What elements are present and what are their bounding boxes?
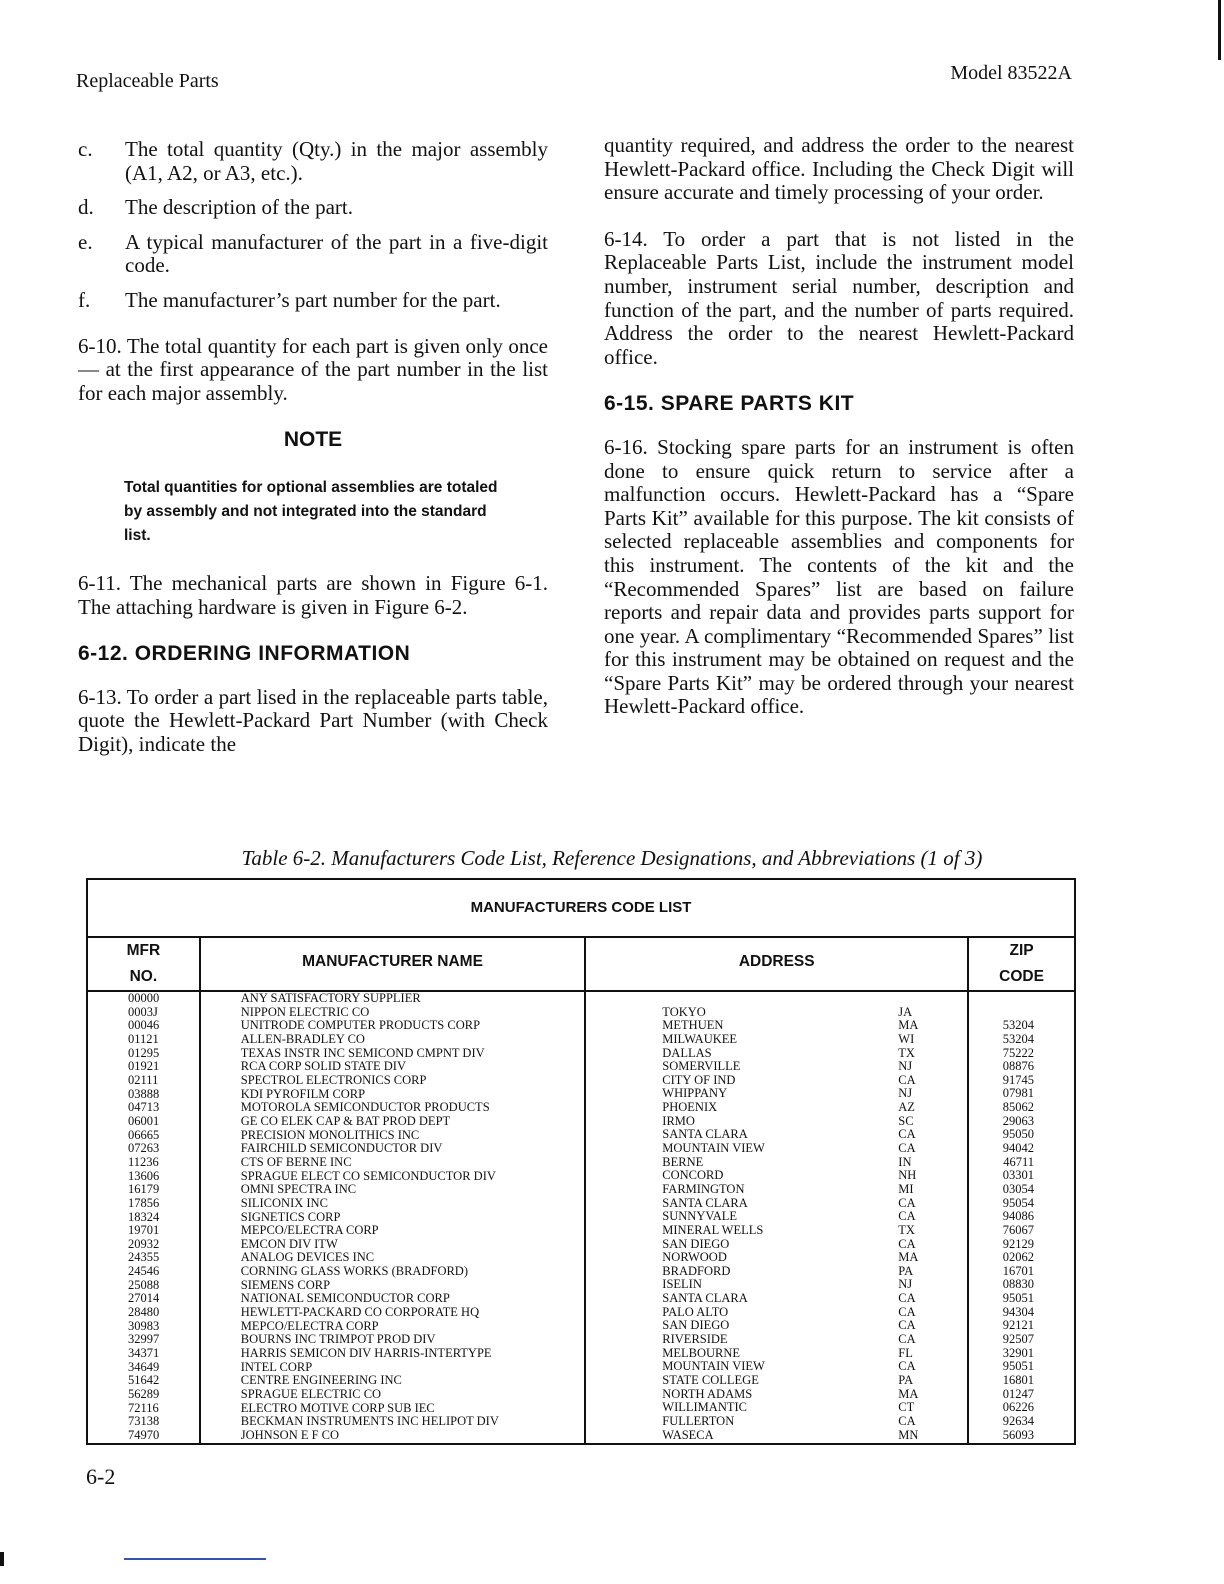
- address-state: IN: [898, 1154, 912, 1169]
- address-city: MELBOURNE: [662, 1345, 741, 1360]
- zip-code: 56093: [1002, 1427, 1034, 1442]
- manufacturer-name: CTS OF BERNE INC: [240, 1154, 352, 1169]
- list-item-label: e.: [78, 229, 93, 254]
- address-city: PALO ALTO: [662, 1304, 729, 1319]
- mfr-number: 01121: [128, 1031, 159, 1046]
- manufacturer-name: ANALOG DEVICES INC: [240, 1250, 375, 1265]
- zip-code: 92507: [1002, 1332, 1034, 1347]
- zip-code: [969, 992, 1034, 1006]
- address-city: NORWOOD: [662, 1250, 727, 1265]
- zip-code: 75222: [1002, 1045, 1034, 1060]
- paragraph-continued: quantity required, and address the order to the nearest Hewlett-Packard office. Including the Check Digit will ensure accurate and timely processing of your order.: [604, 133, 1074, 205]
- zip-code: 53204: [1002, 1018, 1034, 1033]
- address-city: BRADFORD: [662, 1263, 731, 1278]
- zip-code: 29063: [1002, 1113, 1034, 1128]
- mfr-number: 01921: [128, 1059, 160, 1074]
- mfr-number: 25088: [128, 1277, 160, 1292]
- section-heading-spare-parts: 6-15. SPARE PARTS KIT: [604, 392, 855, 416]
- address-city: MOUNTAIN VIEW: [662, 1359, 765, 1374]
- zip-code: 08876: [1002, 1059, 1034, 1074]
- mfr-number: 06665: [128, 1127, 160, 1142]
- address-city: FULLERTON: [662, 1413, 735, 1428]
- list-item-label: d.: [78, 195, 94, 220]
- paragraph-6-16: 6-16. Stocking spare parts for an instrument is often done to ensure quick return to service after a malfunction occurs. Hewlett-Packard has a “Spare Parts Kit” available for this purpose. The kit consists of selected replaceable assemblies and components for this instrument. The contents of the kit and the “Recommended Spares” list are based on failure reports and repair data and provides parts support for one year. A complimentary “Recommended Spares” list for this instrument may be obtained on request and the “Spare Parts Kit” may be ordered through your nearest Hewlett-Packard office.: [604, 434, 1074, 719]
- manufacturer-name: FAIRCHILD SEMICONDUCTOR DIV: [240, 1141, 443, 1156]
- page-edge-mark-bottom: [0, 1552, 4, 1566]
- address-line: [662, 1429, 967, 1443]
- address-line: [662, 1074, 967, 1088]
- manufacturer-name: NATIONAL SEMICONDUCTOR CORP: [240, 1291, 450, 1306]
- manufacturer-name: SILICONIX INC: [240, 1195, 328, 1210]
- address-city: DALLAS: [662, 1045, 712, 1060]
- address-city: RIVERSIDE: [662, 1332, 728, 1347]
- zip-code: [969, 1006, 1034, 1020]
- address-state: CA: [898, 1236, 916, 1251]
- column-header-zip-line2: CODE: [999, 968, 1044, 985]
- manufacturers-code-table: [86, 878, 1076, 1445]
- address-city: SAN DIEGO: [662, 1318, 730, 1333]
- list-item-label: f.: [78, 287, 91, 312]
- zip-code: 95051: [1002, 1291, 1034, 1306]
- zip-code: 16701: [1002, 1263, 1034, 1278]
- zip-code: 94304: [1002, 1304, 1034, 1319]
- address-city: TOKYO: [662, 1004, 706, 1019]
- bottom-rule: [124, 1558, 266, 1560]
- zip-code: 95054: [1002, 1195, 1034, 1210]
- mfr-number: 00046: [128, 1018, 160, 1033]
- mfr-number: 0003J: [128, 1004, 158, 1019]
- address-line: [662, 1142, 967, 1156]
- address-line: [662, 1319, 967, 1333]
- mfr-number: 51642: [128, 1373, 160, 1388]
- address-state: CA: [898, 1304, 916, 1319]
- mfr-number: 34649: [128, 1359, 160, 1374]
- zip-code: 92121: [1002, 1318, 1034, 1333]
- list-item-text: The description of the part.: [125, 195, 354, 220]
- address-city: WHIPPANY: [662, 1086, 728, 1101]
- zip-code: 07981: [1002, 1086, 1034, 1101]
- address-city: CONCORD: [662, 1168, 724, 1183]
- mfr-number: 13606: [128, 1168, 160, 1183]
- zip-code: 01247: [1002, 1386, 1034, 1401]
- manufacturer-name: EMCON DIV ITW: [240, 1236, 338, 1251]
- mfr-number-column: [87, 991, 200, 1444]
- mfr-number: 19701: [128, 1223, 160, 1238]
- manufacturer-name: TEXAS INSTR INC SEMICOND CMPNT DIV: [240, 1045, 485, 1060]
- address-state: CA: [898, 1127, 916, 1142]
- manufacturer-name: INTEL CORP: [240, 1359, 313, 1374]
- address-line: [662, 992, 967, 1006]
- address-city: BERNE: [662, 1154, 704, 1169]
- mfr-number: 07263: [128, 1141, 160, 1156]
- parts-list-description: [78, 138, 548, 313]
- note-title: NOTE: [283, 428, 343, 452]
- address-state: PA: [898, 1263, 914, 1278]
- column-header-address: ADDRESS: [585, 937, 968, 991]
- address-line: [662, 1115, 967, 1129]
- address-city: PHOENIX: [662, 1100, 718, 1115]
- list-item-text: The manufacturer’s part number for the part.: [125, 287, 501, 312]
- zip-code: 92129: [1002, 1236, 1034, 1251]
- address-state: NJ: [898, 1277, 913, 1292]
- mfr-number: 30983: [128, 1318, 160, 1333]
- address-line: [662, 1087, 967, 1101]
- mfr-number: 03888: [128, 1086, 160, 1101]
- address-state: MA: [898, 1018, 919, 1033]
- manufacturer-name: PRECISION MONOLITHICS INC: [240, 1127, 420, 1142]
- manufacturer-name: MEPCO/ELECTRA CORP: [240, 1318, 379, 1333]
- address-line: [662, 1197, 967, 1211]
- column-header-zip: [968, 937, 1075, 991]
- address-state: PA: [898, 1372, 914, 1387]
- list-item: [78, 138, 548, 185]
- column-header-mfr-line1: MFR: [126, 942, 161, 959]
- zip-code: 95050: [1002, 1127, 1034, 1142]
- list-item-text: The total quantity (Qty.) in the major assembly (A1, A2, or A3, etc.).: [125, 137, 548, 185]
- manufacturer-name: SPECTROL ELECTRONICS CORP: [240, 1072, 427, 1087]
- paragraph-6-11: 6-11. The mechanical parts are shown in Figure 6-1. The attaching hardware is given in Figure 6-2.: [78, 570, 548, 619]
- manufacturer-name: GE CO ELEK CAP & BAT PROD DEPT: [240, 1113, 451, 1128]
- zip-code: 03054: [1002, 1181, 1034, 1196]
- address-city: FARMINGTON: [662, 1181, 745, 1196]
- mfr-number: 34371: [128, 1346, 160, 1361]
- column-header-name: MANUFACTURER NAME: [200, 937, 586, 991]
- address-state: MN: [898, 1427, 919, 1442]
- address-line: [662, 1374, 967, 1388]
- address-line: [662, 1238, 967, 1252]
- page-number: 6-2: [86, 1464, 116, 1489]
- address-state: CA: [898, 1141, 916, 1156]
- address-city: SANTA CLARA: [662, 1127, 748, 1142]
- manufacturer-name: ELECTRO MOTIVE CORP SUB IEC: [240, 1400, 435, 1415]
- zip-code: 91745: [1002, 1072, 1034, 1087]
- address-line: [662, 1033, 967, 1047]
- manufacturer-name: SIGNETICS CORP: [240, 1209, 341, 1224]
- column-header-mfr-line2: NO.: [129, 968, 158, 985]
- address-city: WASECA: [662, 1427, 714, 1442]
- address-state: CA: [898, 1318, 916, 1333]
- mfr-number: 72116: [128, 1400, 159, 1415]
- address-state: CA: [898, 1072, 916, 1087]
- address-city: ISELIN: [662, 1277, 702, 1292]
- manufacturer-name: UNITRODE COMPUTER PRODUCTS CORP: [240, 1018, 481, 1033]
- zip-code: 95051: [1002, 1359, 1034, 1374]
- address-line: [662, 1224, 967, 1238]
- mfr-number: 24355: [128, 1250, 160, 1265]
- address-line: [662, 1006, 967, 1020]
- address-line: [662, 1128, 967, 1142]
- manufacturer-name: MEPCO/ELECTRA CORP: [240, 1223, 379, 1238]
- right-column: [604, 134, 1074, 742]
- address-city: MOUNTAIN VIEW: [662, 1141, 765, 1156]
- manufacturer-name-column: [200, 991, 586, 1444]
- zip-code: 02062: [1002, 1250, 1034, 1265]
- address-line: [662, 1183, 967, 1197]
- note-body: Total quantities for optional assemblies are totaled by assembly and not integrated into the standard list.: [124, 478, 498, 544]
- list-item: [78, 289, 548, 313]
- address-line: [662, 1415, 967, 1429]
- list-item-text: A typical manufacturer of the part in a five-digit code.: [125, 229, 548, 278]
- mfr-number: 02111: [128, 1072, 159, 1087]
- paragraph-6-14: 6-14. To order a part that is not listed in the Replaceable Parts List, include the instrument model number, instrument serial number, description and function of the part, and the number of parts required. Address the order to the nearest Hewlett-Packard office.: [604, 226, 1074, 369]
- address-city: METHUEN: [662, 1018, 724, 1033]
- running-header-right: Model 83522A: [950, 62, 1072, 84]
- table-title: MANUFACTURERS CODE LIST: [87, 879, 1075, 937]
- zip-code: 92634: [1002, 1413, 1034, 1428]
- address-line: [662, 1047, 967, 1061]
- paragraph-6-13: 6-13. To order a part lised in the replaceable parts table, quote the Hewlett-Packard Part Number (with Check Digit), indicate the: [78, 684, 548, 756]
- zip-code: 08830: [1002, 1277, 1034, 1292]
- mfr-number: 27014: [128, 1291, 160, 1306]
- left-column: [78, 138, 548, 780]
- manufacturer-name: SPRAGUE ELECTRIC CO: [240, 1387, 382, 1402]
- address-state: CA: [898, 1332, 916, 1347]
- address-line: [662, 1210, 967, 1224]
- manufacturer-name: SPRAGUE ELECT CO SEMICONDUCTOR DIV: [240, 1168, 496, 1183]
- zip-code: 16801: [1002, 1372, 1034, 1387]
- address-state: CA: [898, 1359, 916, 1374]
- address-line: [662, 1265, 967, 1279]
- manufacturer-name: KDI PYROFILM CORP: [240, 1086, 366, 1101]
- zip-code: 46711: [1003, 1154, 1034, 1169]
- zip-code: 53204: [1002, 1031, 1034, 1046]
- address-city: MILWAUKEE: [662, 1031, 738, 1046]
- mfr-number: 11236: [128, 1154, 159, 1169]
- column-header-zip-line1: ZIP: [1009, 942, 1034, 959]
- mfr-number: 06001: [128, 1113, 160, 1128]
- address-line: [662, 1019, 967, 1033]
- page-edge-mark: [1218, 0, 1221, 60]
- mfr-number: 16179: [128, 1182, 160, 1197]
- manufacturer-name: BECKMAN INSTRUMENTS INC HELIPOT DIV: [240, 1414, 499, 1429]
- address-city: SAN DIEGO: [662, 1236, 730, 1251]
- table-caption: Table 6-2. Manufacturers Code List, Reference Designations, and Abbreviations (1 of 3): [241, 846, 983, 870]
- paragraph-6-10: 6-10. The total quantity for each part is given only once — at the first appearance of the part number in the list for each major assembly.: [78, 333, 548, 405]
- zip-code: 06226: [1002, 1400, 1034, 1415]
- address-line: [662, 1347, 967, 1361]
- address-line: [662, 1333, 967, 1347]
- zip-code: 94042: [1002, 1141, 1034, 1156]
- address-city: SUNNYVALE: [662, 1209, 738, 1224]
- address-column: [585, 991, 968, 1444]
- mfr-number: 00000: [128, 991, 160, 1005]
- address-state: CA: [898, 1291, 916, 1306]
- address-line: [662, 1292, 967, 1306]
- address-line: [662, 1251, 967, 1265]
- address-city: NORTH ADAMS: [662, 1386, 753, 1401]
- address-state: JA: [898, 1004, 913, 1019]
- manufacturer-name: MOTOROLA SEMICONDUCTOR PRODUCTS: [240, 1100, 490, 1115]
- mfr-number: 74970: [128, 1428, 160, 1442]
- zip-code: 94086: [1002, 1209, 1034, 1224]
- column-header-mfr: [87, 937, 200, 991]
- section-heading-ordering: 6-12. ORDERING INFORMATION: [78, 642, 411, 666]
- mfr-number: 28480: [128, 1305, 160, 1320]
- address-state: CA: [898, 1195, 916, 1210]
- address-state: NJ: [898, 1086, 913, 1101]
- manufacturer-name: JOHNSON E F CO: [240, 1428, 340, 1442]
- manufacturer-name: ANY SATISFACTORY SUPPLIER: [240, 991, 421, 1005]
- zip-code-column: [968, 991, 1075, 1444]
- list-item: [78, 231, 548, 278]
- mfr-number: 18324: [128, 1209, 160, 1224]
- address-line: [662, 1278, 967, 1292]
- address-state: SC: [898, 1113, 914, 1128]
- manufacturer-name: OMNI SPECTRA INC: [240, 1182, 357, 1197]
- address-state: MA: [898, 1386, 919, 1401]
- manufacturer-name: CENTRE ENGINEERING INC: [240, 1373, 402, 1388]
- address-city: SOMERVILLE: [662, 1059, 741, 1074]
- address-city: IRMO: [662, 1113, 695, 1128]
- manufacturer-name: HEWLETT-PACKARD CO CORPORATE HQ: [240, 1305, 480, 1320]
- address-line: [662, 1360, 967, 1374]
- manufacturer-name: BOURNS INC TRIMPOT PROD DIV: [240, 1332, 436, 1347]
- zip-code: 32901: [1002, 1345, 1034, 1360]
- manufacturer-name: HARRIS SEMICON DIV HARRIS-INTERTYPE: [240, 1346, 492, 1361]
- mfr-number: 01295: [128, 1045, 160, 1060]
- address-line: [662, 1401, 967, 1415]
- address-city: WILLIMANTIC: [662, 1400, 747, 1415]
- address-state: CA: [898, 1209, 916, 1224]
- address-state: NH: [898, 1168, 917, 1183]
- address-state: NJ: [898, 1059, 913, 1074]
- address-state: CT: [898, 1400, 915, 1415]
- address-line: [662, 1101, 967, 1115]
- address-line: [662, 1060, 967, 1074]
- manufacturer-name: NIPPON ELECTRIC CO: [240, 1004, 370, 1019]
- address-city: MINERAL WELLS: [662, 1222, 764, 1237]
- address-state: CA: [898, 1413, 916, 1428]
- mfr-number: 56289: [128, 1387, 160, 1402]
- mfr-number: 32997: [128, 1332, 160, 1347]
- list-item-label: c.: [78, 137, 93, 161]
- running-header-left: Replaceable Parts: [76, 70, 219, 92]
- address-line: [662, 1388, 967, 1402]
- zip-code: 03301: [1002, 1168, 1034, 1183]
- address-state: AZ: [898, 1100, 915, 1115]
- address-state: MI: [898, 1181, 914, 1196]
- address-line: [662, 1306, 967, 1320]
- address-state: TX: [898, 1222, 915, 1237]
- address-line: [662, 1156, 967, 1170]
- address-state: WI: [898, 1031, 915, 1046]
- manufacturer-name: CORNING GLASS WORKS (BRADFORD): [240, 1264, 468, 1279]
- manufacturer-name: ALLEN-BRADLEY CO: [240, 1031, 365, 1046]
- manufacturer-name: RCA CORP SOLID STATE DIV: [240, 1059, 406, 1074]
- mfr-number: 04713: [128, 1100, 160, 1115]
- zip-code: 76067: [1002, 1222, 1034, 1237]
- address-state: MA: [898, 1250, 919, 1265]
- address-city: SANTA CLARA: [662, 1195, 748, 1210]
- address-city: SANTA CLARA: [662, 1291, 748, 1306]
- mfr-number: 17856: [128, 1195, 160, 1210]
- mfr-number: 73138: [128, 1414, 160, 1429]
- list-item: [78, 196, 548, 220]
- mfr-number: 20932: [128, 1236, 160, 1251]
- address-state: FL: [898, 1345, 913, 1360]
- address-state: TX: [898, 1045, 915, 1060]
- address-line: [662, 1169, 967, 1183]
- address-city: CITY OF IND: [662, 1072, 736, 1087]
- address-city: STATE COLLEGE: [662, 1372, 759, 1387]
- zip-code: 85062: [1002, 1100, 1034, 1115]
- mfr-number: 24546: [128, 1264, 160, 1279]
- manufacturer-name: SIEMENS CORP: [240, 1277, 331, 1292]
